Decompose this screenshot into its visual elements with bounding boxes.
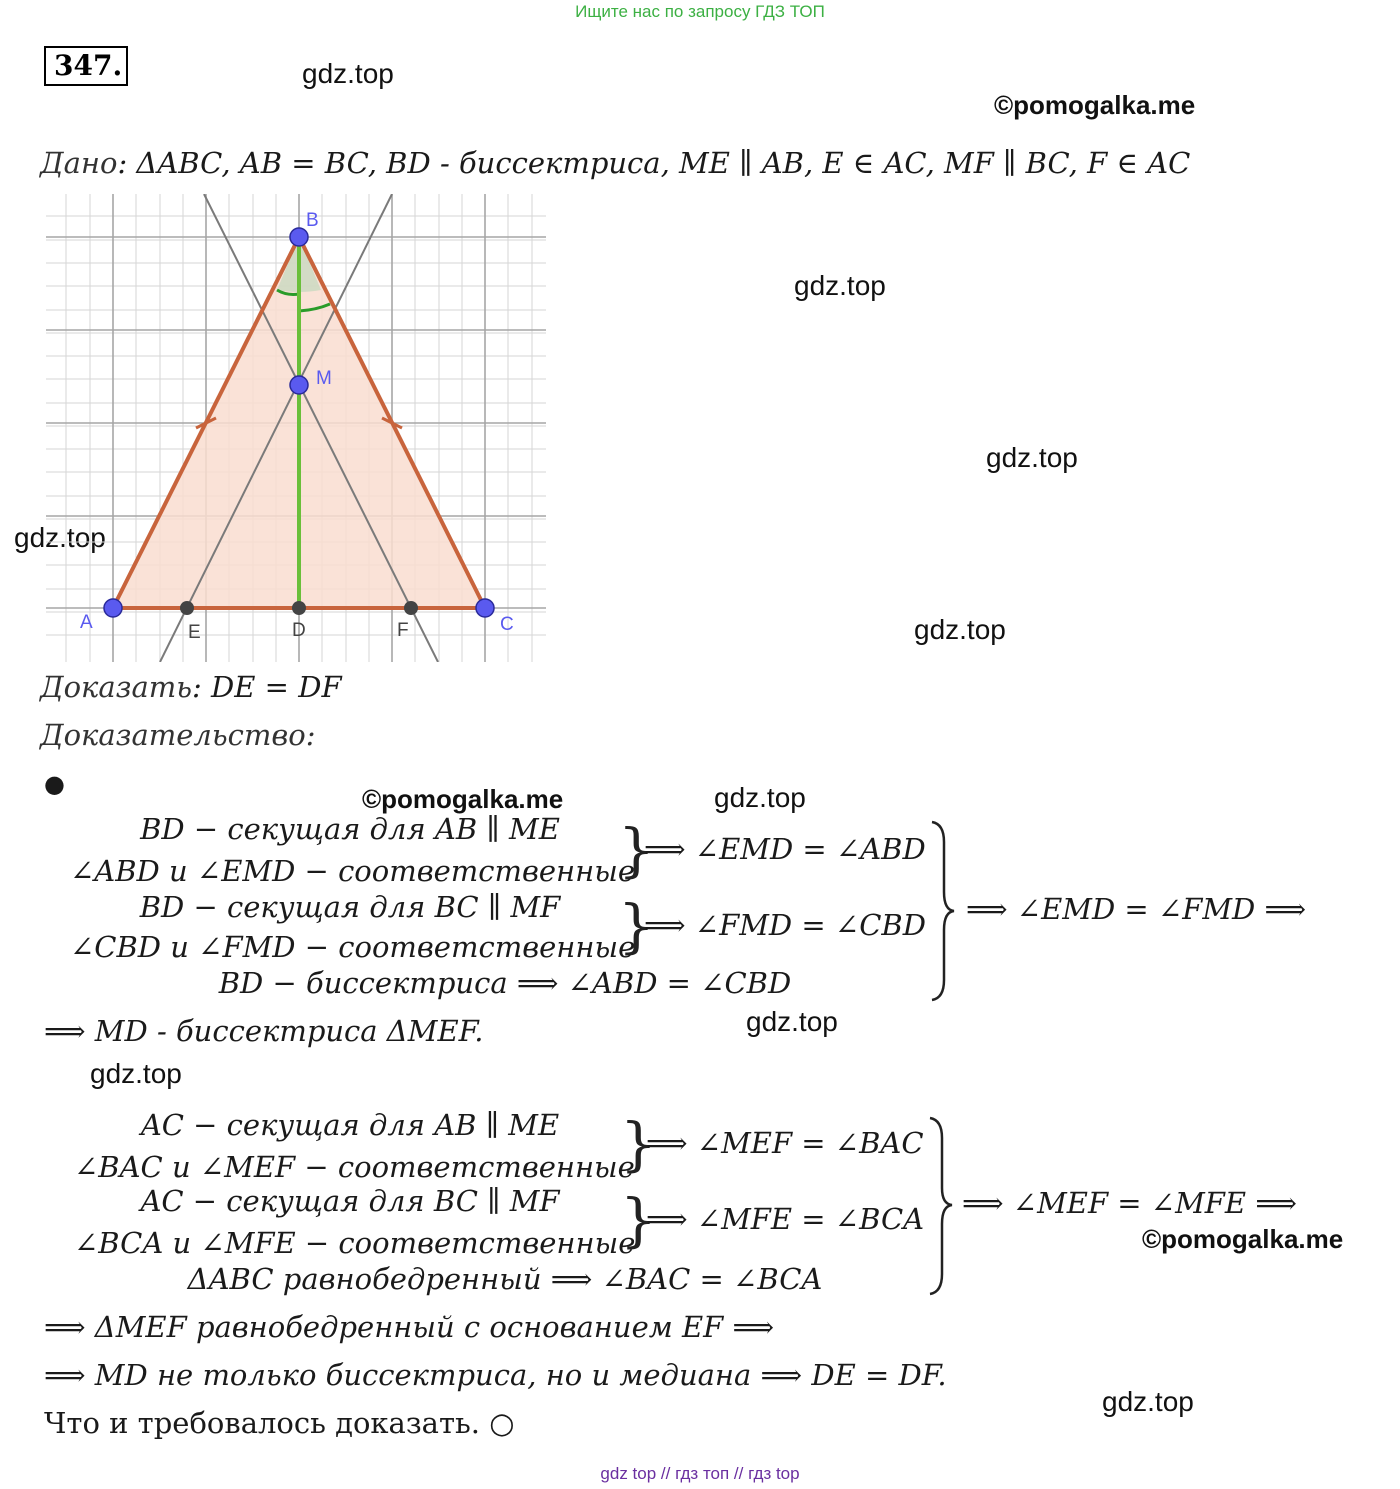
block2-line3: AC − секущая для BC ∥ MF xyxy=(140,1184,560,1218)
brace-small: } xyxy=(620,1186,657,1254)
point-c xyxy=(476,599,494,617)
point-a xyxy=(104,599,122,617)
label-m: M xyxy=(316,368,332,389)
watermark-gdz: gdz.top xyxy=(746,1006,838,1037)
block1-line4: ∠CBD и ∠FMD − соответственные xyxy=(70,930,636,964)
prove-text: : DE = DF xyxy=(192,670,342,704)
prove-label: Доказать xyxy=(40,670,193,704)
point-f xyxy=(404,601,418,615)
watermark-gdz: gdz.top xyxy=(14,522,106,553)
point-e xyxy=(180,601,194,615)
label-f: F xyxy=(397,620,409,641)
watermark-gdz: gdz.top xyxy=(1102,1386,1194,1417)
final-line2: ⟹ MD не только биссектриса, но и медиана ⟹ DE = DF. xyxy=(44,1358,947,1392)
block2-result1: ⟹ ∠MEF = ∠BAC xyxy=(646,1126,924,1160)
label-e: E xyxy=(188,622,201,643)
proof-label: Доказательство: xyxy=(40,718,316,752)
watermark-gdz: gdz.top xyxy=(914,614,1006,645)
brace-small: } xyxy=(620,1110,657,1178)
block1-line2: ∠ABD и ∠EMD − соответственные xyxy=(70,854,636,888)
block1-line5: BD − биссектриса ⟹ ∠ABD = ∠CBD xyxy=(218,966,792,1000)
block1-line3: BD − секущая для BC ∥ MF xyxy=(139,890,561,924)
given-text: : ΔABC, AB = BC, BD - биссектриса, ME ∥ AB, E ∈ AC, MF ∥ BC, F ∈ AC xyxy=(117,146,1191,180)
block2-result: ⟹ ∠MEF = ∠MFE ⟹ xyxy=(962,1186,1297,1220)
label-a: A xyxy=(80,612,93,633)
brace-large xyxy=(926,818,956,1004)
watermark-gdz: gdz.top xyxy=(302,58,394,89)
final-line1: ⟹ ΔMEF равнобедренный с основанием EF ⟹ xyxy=(44,1310,775,1344)
bullet: ● xyxy=(44,770,65,798)
point-d xyxy=(292,601,306,615)
watermark-gdz: gdz.top xyxy=(714,782,806,813)
problem-number: 347. xyxy=(44,46,128,86)
block2-line1: AC − секущая для AB ∥ ME xyxy=(140,1108,560,1142)
geometry-figure xyxy=(46,194,546,662)
watermark-pomogalka: ©pomogalka.me xyxy=(1142,1224,1344,1254)
watermark-gdz: gdz.top xyxy=(90,1058,182,1089)
block1-line1: BD − секущая для AB ∥ ME xyxy=(140,812,560,846)
watermark-pomogalka: ©pomogalka.me xyxy=(994,90,1196,120)
block2-line4: ∠BCA и ∠MFE − соответственные xyxy=(74,1226,636,1260)
block2-line5: ΔABC равнобедренный ⟹ ∠BAC = ∠BCA xyxy=(187,1262,823,1296)
block1-result1: ⟹ ∠EMD = ∠ABD xyxy=(644,832,926,866)
brace-large xyxy=(924,1114,954,1298)
block2-result2: ⟹ ∠MFE = ∠BCA xyxy=(646,1202,925,1236)
point-m xyxy=(290,376,308,394)
brace-small: } xyxy=(618,892,655,960)
prove-line xyxy=(40,670,342,704)
footer: gdz top // гдз топ // гдз top xyxy=(600,1464,800,1483)
watermark-pomogalka: ©pomogalka.me xyxy=(362,784,564,814)
block2-line2: ∠BAC и ∠MEF − соответственные xyxy=(74,1150,635,1184)
final-line3: Что и требовалось доказать. ○ xyxy=(44,1406,515,1440)
given-line xyxy=(40,146,1190,180)
label-c: C xyxy=(500,614,514,635)
watermark-gdz: gdz.top xyxy=(794,270,886,301)
block1-result: ⟹ ∠EMD = ∠FMD ⟹ xyxy=(966,892,1307,926)
top-banner: Ищите нас по запросу ГДЗ ТОП xyxy=(575,2,825,21)
label-d: D xyxy=(292,620,306,641)
block1-result2: ⟹ ∠FMD = ∠CBD xyxy=(644,908,926,942)
brace-small: } xyxy=(618,816,655,884)
block1-conclusion: ⟹ MD - биссектриса ΔMEF. xyxy=(44,1014,484,1048)
watermark-gdz: gdz.top xyxy=(986,442,1078,473)
label-b: B xyxy=(306,210,319,231)
given-label: Дано xyxy=(40,146,118,180)
